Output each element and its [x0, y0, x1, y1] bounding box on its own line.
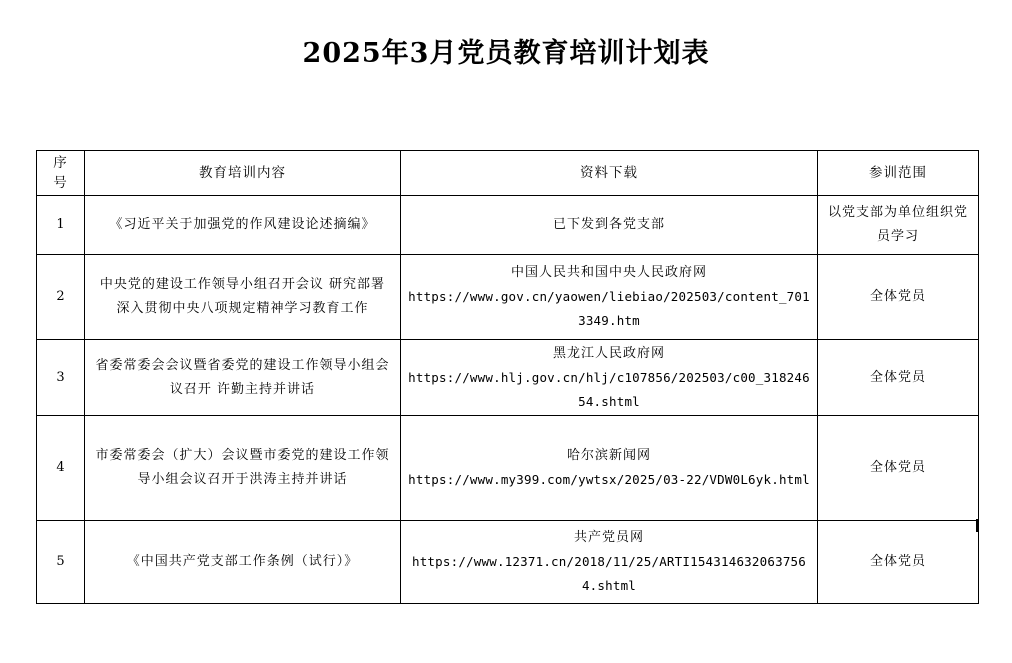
row-content-text: 市委常委会（扩大）会议暨市委党的建设工作领导小组会议召开于洪涛主持并讲话 [95, 448, 390, 487]
training-plan-table [36, 150, 979, 604]
header-scope: 参训范围 [818, 151, 979, 196]
text-cursor-mark [976, 519, 978, 532]
row-resources [401, 255, 818, 340]
row-content-text: 《中国共产党支部工作条例（试行）》 [126, 554, 359, 569]
row-scope [818, 196, 979, 255]
row-resources [401, 196, 818, 255]
header-resources: 资料下载 [401, 151, 818, 196]
table-row [37, 521, 979, 604]
resource-link[interactable]: https://www.gov.cn/yaowen/liebiao/202503/content_7013349.htm [408, 289, 810, 328]
row-scope [818, 255, 979, 340]
resource-link[interactable]: https://www.my399.com/ywtsx/2025/03-22/VDW0L6yk.html [408, 472, 810, 487]
row-resources [401, 521, 818, 604]
row-content-text: 省委常委会会议暨省委党的建设工作领导小组会议召开 许勤主持并讲话 [95, 357, 390, 397]
row-content [85, 196, 401, 255]
row-content [85, 416, 401, 521]
resource-link[interactable]: https://www.12371.cn/2018/11/25/ARTI1543146320637564.shtml [411, 554, 806, 593]
resource-source: 黑龙江人民政府网 [552, 345, 665, 361]
resource-source: 已下发到各党支部 [552, 217, 665, 232]
header-no: 序号 [37, 151, 85, 196]
row-resources [401, 416, 818, 521]
document-title: 2025年3月党员教育培训计划表 [302, 38, 710, 69]
table-header-row [37, 151, 979, 196]
row-scope-text: 全体党员 [869, 369, 926, 385]
row-resources [401, 340, 818, 416]
row-scope-text: 以党支部为单位组织党员学习 [828, 205, 969, 244]
row-content [85, 255, 401, 340]
row-content-text: 《习近平关于加强党的作风建设论述摘编》 [109, 217, 376, 232]
row-content [85, 340, 401, 416]
row-no: 4 [37, 416, 85, 521]
table-row [37, 255, 979, 340]
row-no: 3 [37, 340, 85, 416]
row-no: 5 [37, 521, 85, 604]
row-scope-text: 全体党员 [869, 554, 926, 569]
row-scope-text: 全体党员 [869, 289, 926, 304]
table-row [37, 340, 979, 416]
header-content: 教育培训内容 [85, 151, 401, 196]
table-row [37, 416, 979, 521]
row-content-text: 中央党的建设工作领导小组召开会议 研究部署深入贯彻中央八项规定精神学习教育工作 [99, 277, 386, 316]
resource-source: 哈尔滨新闻网 [566, 448, 651, 463]
row-scope-text: 全体党员 [869, 460, 926, 475]
row-no: 1 [37, 196, 85, 255]
row-scope [818, 521, 979, 604]
row-no: 2 [37, 255, 85, 340]
resource-link[interactable]: https://www.hlj.gov.cn/hlj/c107856/202503/c00_31824654.shtml [408, 369, 810, 409]
resource-source: 中国人民共和国中央人民政府网 [510, 265, 707, 280]
resource-source: 共产党员网 [573, 530, 644, 545]
row-scope [818, 340, 979, 416]
row-content [85, 521, 401, 604]
row-scope [818, 416, 979, 521]
table-row [37, 196, 979, 255]
